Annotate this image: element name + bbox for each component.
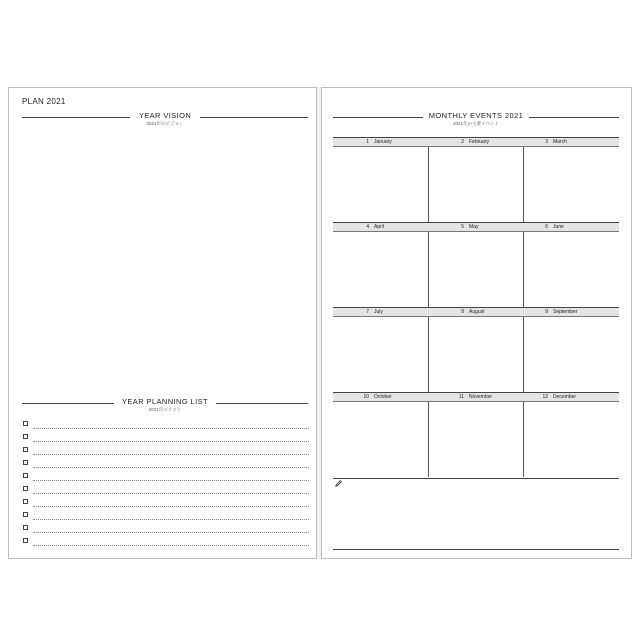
checklist-item [23,445,309,458]
month-name: February [469,139,490,145]
month-cell[interactable] [428,147,524,222]
month-number: 5 [461,224,464,230]
year-planning-list-header [22,397,308,415]
month-header [428,222,524,232]
checkbox[interactable] [23,447,28,452]
checkbox[interactable] [23,486,28,491]
month-number: 2 [461,139,464,145]
month-number: 6 [545,224,548,230]
month-number: 3 [545,139,548,145]
dotted-write-line [33,506,309,507]
checklist-item [23,458,309,471]
calendar-row [333,137,619,222]
checklist-item [23,536,309,549]
dotted-write-line [33,493,309,494]
checkbox[interactable] [23,421,28,426]
year-planning-list-subtitle: 2021年のリスト [148,407,182,412]
monthly-events-title: MONTHLY EVENTS 2021 [428,111,524,120]
month-number: 12 [542,394,548,400]
month-header [333,392,428,402]
month-cell[interactable] [428,402,524,477]
planner-spread [8,87,632,559]
calendar-row [333,307,619,392]
month-name: March [553,139,567,145]
month-name: July [374,309,383,315]
month-cell[interactable] [333,317,428,392]
month-name: January [374,139,392,145]
dotted-write-line [33,519,309,520]
memo-top-rule [333,478,619,479]
month-number: 8 [461,309,464,315]
month-name: May [469,224,479,230]
calendar-row [333,222,619,307]
dotted-write-line [33,532,309,533]
month-cell[interactable] [428,317,524,392]
checklist-item [23,497,309,510]
month-cell[interactable] [524,317,619,392]
month-header [333,222,428,232]
month-header [428,137,524,147]
left-page [8,87,317,559]
right-page [321,87,632,559]
month-header [428,307,524,317]
dotted-write-line [33,428,309,429]
plan-label: PLAN 2021 [22,97,66,106]
checklist-item [23,510,309,523]
monthly-events-subtitle: 2021年の主要イベント [452,121,499,126]
monthly-events-header [333,111,619,129]
month-cell[interactable] [333,402,428,477]
checkbox[interactable] [23,460,28,465]
checkbox[interactable] [23,538,28,543]
checklist-item [23,523,309,536]
month-header [524,222,619,232]
month-name: June [553,224,564,230]
dotted-write-line [33,480,309,481]
dotted-write-line [33,441,309,442]
memo-bottom-rule [333,549,619,550]
month-header [333,307,428,317]
month-cell[interactable] [524,147,619,222]
month-cell[interactable] [333,147,428,222]
month-name: December [553,394,577,400]
month-cell[interactable] [428,232,524,307]
month-number: 4 [366,224,369,230]
dotted-write-line [33,467,309,468]
planning-checklist [23,419,309,549]
checkbox[interactable] [23,434,28,439]
checkbox[interactable] [23,512,28,517]
dotted-write-line [33,454,309,455]
month-number: 11 [458,394,464,400]
checklist-item [23,471,309,484]
month-cell[interactable] [524,402,619,477]
month-name: October [374,394,392,400]
checkbox[interactable] [23,473,28,478]
month-header [428,392,524,402]
monthly-calendar-grid [333,137,619,477]
year-vision-title: YEAR VISION [138,111,192,120]
month-number: 10 [363,394,369,400]
month-cell[interactable] [333,232,428,307]
month-cell[interactable] [524,232,619,307]
month-number: 9 [545,309,548,315]
year-vision-subtitle: 2021年のビジョン [146,121,184,126]
month-header [333,137,428,147]
month-header [524,137,619,147]
month-header [524,307,619,317]
checkbox[interactable] [23,525,28,530]
checklist-item [23,419,309,432]
month-number: 7 [366,309,369,315]
month-name: September [553,309,578,315]
month-name: November [469,394,493,400]
month-name: April [374,224,385,230]
month-header [524,392,619,402]
calendar-row [333,392,619,477]
month-name: August [469,309,485,315]
year-planning-list-title: YEAR PLANNING LIST [122,397,208,406]
checklist-item [23,484,309,497]
month-number: 1 [366,139,369,145]
checkbox[interactable] [23,499,28,504]
dotted-write-line [33,545,309,546]
year-vision-header [22,111,308,129]
pencil-icon [334,479,343,488]
checklist-item [23,432,309,445]
